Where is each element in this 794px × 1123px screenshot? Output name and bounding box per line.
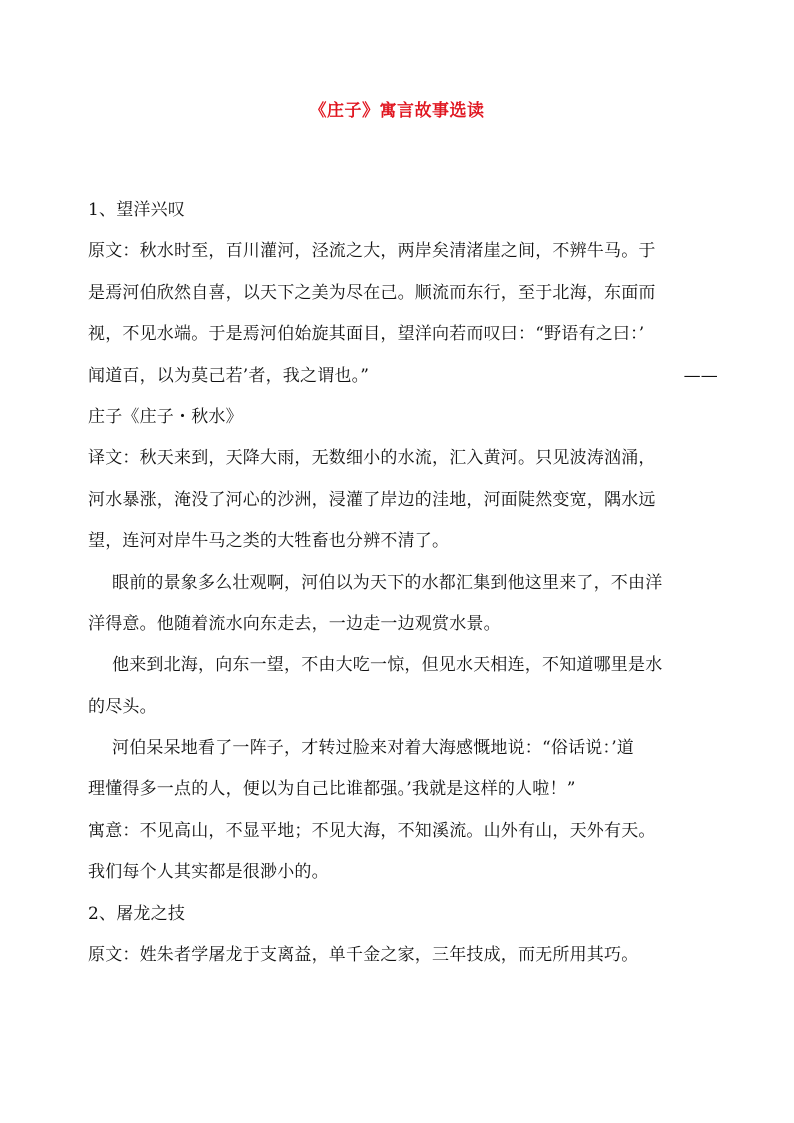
paragraph-line: 理懂得多一点的人，便以为自己比谁都强。’我就是这样的人啦！” [88, 779, 576, 800]
attribution-dash: —— [683, 365, 718, 386]
moral-line: 寓意：不见高山，不显平地；不见大海，不知溪流。山外有山，天外有天。 [88, 820, 656, 841]
translation-line: 望，连河对岸牛马之类的大牲畜也分辨不清了。 [88, 531, 450, 552]
section-heading-1: 1、望洋兴叹 [88, 200, 186, 220]
original-text-line: 是焉河伯欣然自喜，以天下之美为尽在己。顺流而东行，至于北海，东面而 [88, 282, 656, 303]
translation-line: 河水暴涨，淹没了河心的沙洲，浸灌了岸边的洼地，河面陡然变宽，隅水远 [88, 489, 656, 510]
original-text-line: 视，不见水端。于是焉河伯始旋其面目，望洋向若而叹曰：“野语有之曰：’ [88, 324, 645, 345]
translation-line: 译文：秋天来到，天降大雨，无数细小的水流，汇入黄河。只见波涛汹涌， [88, 448, 656, 469]
source-attribution: 庄子《庄子・秋水》 [88, 406, 243, 427]
original-text-line: 原文：姓朱者学屠龙于支离益，单千金之家，三年技成，而无所用其巧。 [88, 945, 639, 966]
section-heading-2: 2、屠龙之技 [88, 903, 186, 924]
paragraph-line: 眼前的景象多么壮观啊，河伯以为天下的水都汇集到他这里来了，不由洋 [112, 572, 663, 593]
paragraph-line: 河伯呆呆地看了一阵子，才转过脸来对着大海感慨地说：“俗话说：’道 [112, 738, 634, 759]
original-text-line [88, 356, 718, 397]
document-body [88, 190, 718, 976]
paragraph-line: 洋得意。他随着流水向东走去，一边走一边观赏水景。 [88, 613, 501, 634]
original-text-end: 闻道百，以为莫己若’者，我之谓也。” [88, 365, 370, 386]
moral-line: 我们每个人其实都是很渺小的。 [88, 862, 329, 883]
paragraph-line: 他来到北海，向东一望，不由大吃一惊，但见水天相连，不知道哪里是水 [112, 655, 663, 676]
original-text-line: 原文：秋水时至，百川灌河，泾流之大，两岸矣清渚崖之间，不辨牛马。于 [88, 241, 656, 262]
paragraph-line: 的尽头。 [88, 696, 157, 717]
page-title: 《庄子》寓言故事选读 [309, 101, 485, 121]
